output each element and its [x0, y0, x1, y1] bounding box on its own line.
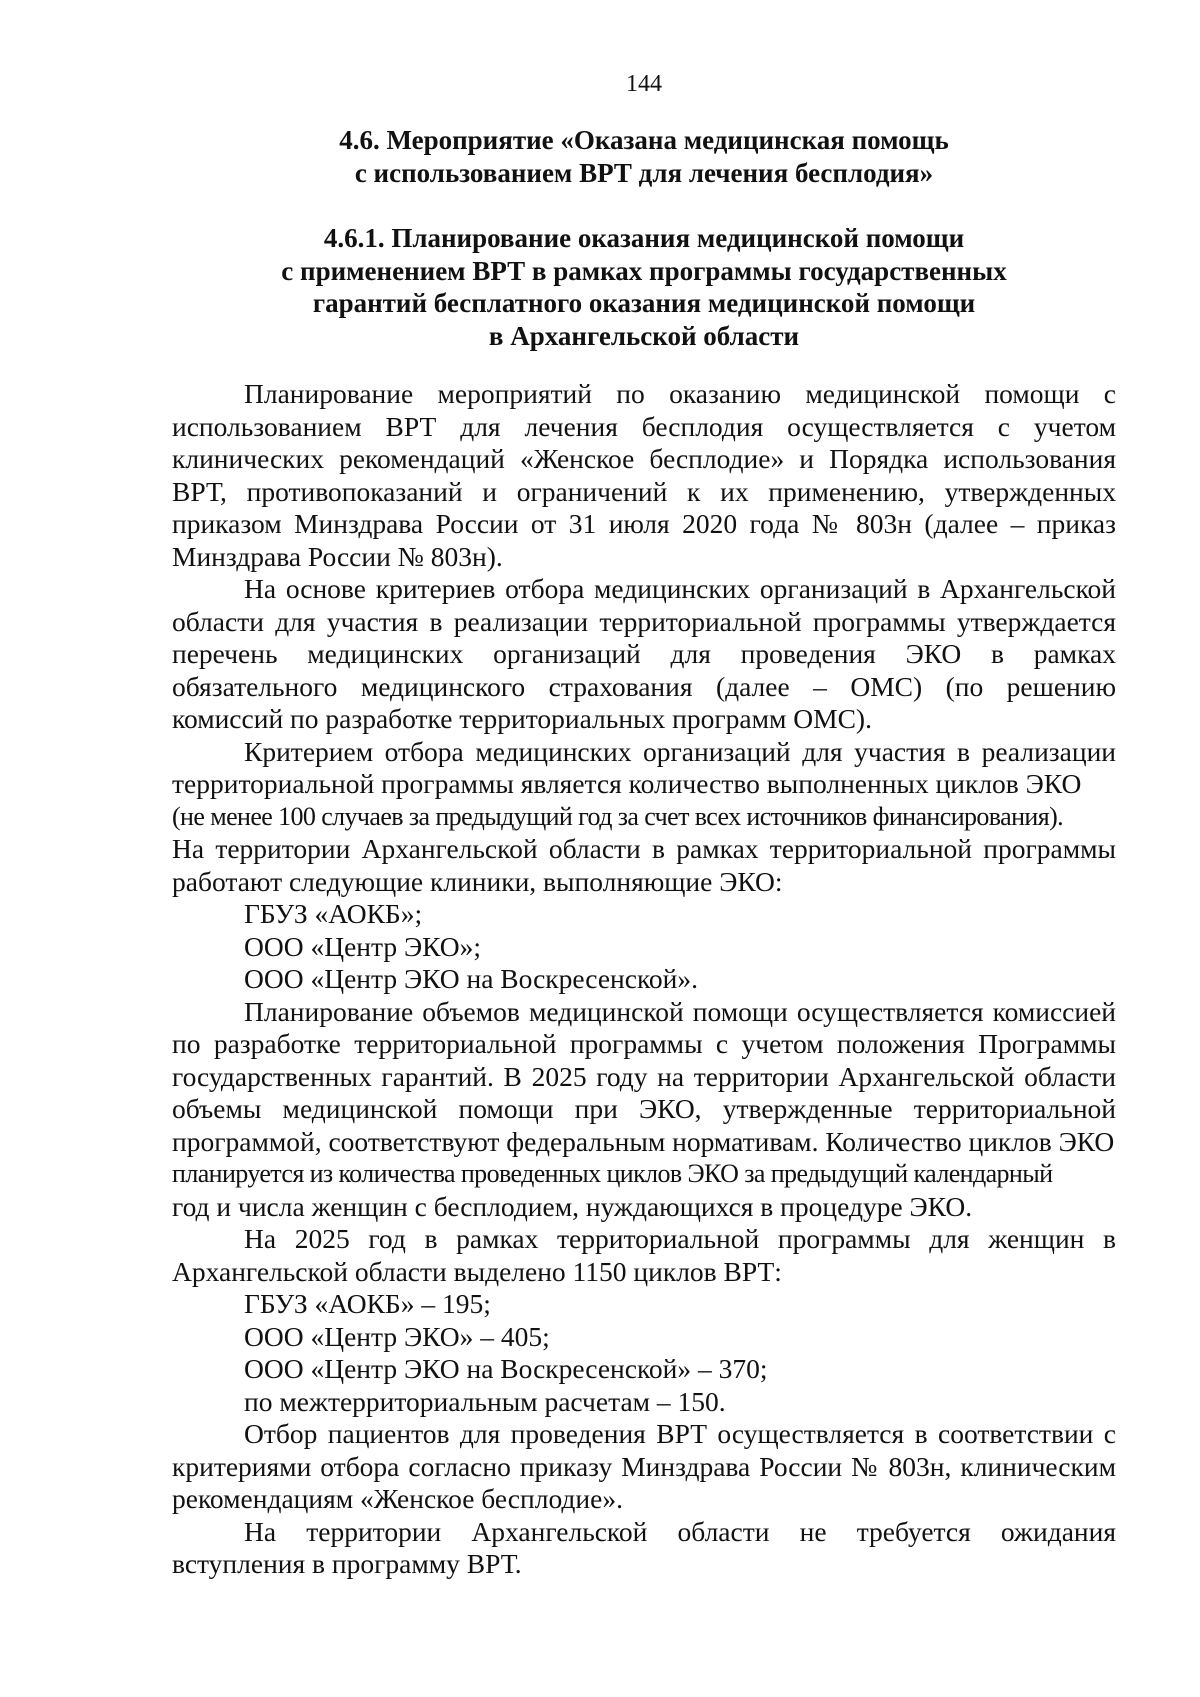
list-item: по межтерриториальным расчетам – 150.	[244, 1385, 726, 1417]
allocations-list	[172, 1288, 1116, 1418]
section-title-line: 4.6. Мероприятие «Оказана медицинская помощь	[339, 125, 949, 155]
list-item: ГБУЗ «АОКБ»;	[244, 898, 423, 929]
body-text	[172, 378, 1116, 1581]
paragraph: Критерием отбора медицинских организаций для участия в реализации территориальной программы является количество выполненных циклов ЭКО	[172, 735, 1116, 799]
subsection-title-line: в Архангельской области	[488, 320, 800, 351]
subsection-title-line: 4.6.1. Планирование оказания медицинской помощи	[323, 223, 965, 253]
section-title-line: с использованием ВРТ для лечения бесплодия»	[354, 158, 934, 188]
paragraph: планируется из количества проведенных циклов ЭКО за предыдущий календарный	[172, 1159, 1053, 1188]
subsection-title	[172, 222, 1116, 352]
paragraph: (не менее 100 случаев за предыдущий год за счет всех источников финансирования).	[172, 801, 1064, 831]
clinics-list	[172, 898, 1116, 996]
paragraph: Планирование мероприятий по оказанию медицинской помощи с использованием ВРТ для лечения бесплодия осуществляется с учетом клинических рекомендаций «Женское бесплодие» и Порядка использования ВРТ, противопоказаний и ограничений к их применению, утвержденных приказом Минздрава России от 31 июля 2020 года № 803н (далее – приказ Минздрава России № 803н).	[172, 378, 1116, 572]
list-item: ООО «Центр ЭКО» – 405;	[244, 1320, 550, 1352]
paragraph: На основе критериев отбора медицинских организаций в Архангельской области для участия в реализации территориальной программы утверждается перечень медицинских организаций для проведения ЭКО в рамках обязательного медицинского страхования (далее – ОМС) (по решению комиссий по разработке территориальных программ ОМС).	[172, 573, 1116, 734]
paragraph: Отбор пациентов для проведения ВРТ осуществляется в соответствии с критериями отбора согласно приказу Минздрава России № 803н, клиническим рекомендациям «Женское бесплодие».	[172, 1418, 1116, 1514]
list-item: ГБУЗ «АОКБ» – 195;	[244, 1288, 491, 1319]
subsection-title-line: с применением ВРТ в рамках программы государственных	[281, 255, 1007, 286]
paragraph: На 2025 год в рамках территориальной программы для женщин в Архангельской области выделено 1150 циклов ВРТ:	[172, 1223, 1116, 1287]
section-title	[172, 124, 1116, 190]
subsection-title-line: гарантий бесплатного оказания медицинской помощи	[312, 288, 976, 318]
list-item: ООО «Центр ЭКО на Воскресенской» – 370;	[244, 1353, 768, 1384]
paragraph: На территории Архангельской области не требуется ожидания вступления в программу ВРТ.	[172, 1515, 1116, 1579]
list-item: ООО «Центр ЭКО на Воскресенской».	[244, 963, 699, 994]
list-item: ООО «Центр ЭКО»;	[244, 930, 482, 962]
paragraph: На территории Архангельской области в рамках территориальной программы работают следующие клиники, выполняющие ЭКО:	[172, 833, 1116, 897]
paragraph: год и числа женщин с бесплодием, нуждающихся в процедуре ЭКО.	[172, 1190, 973, 1222]
paragraph: Планирование объемов медицинской помощи осуществляется комиссией по разработке территориальной программы с учетом положения Программы государственных гарантий. В 2025 году на территории Архангельской области объемы медицинской помощи при ЭКО, утвержденные территориальной программой, соответствуют федеральным нормативам. Количество циклов ЭКО	[172, 995, 1116, 1157]
page-number: 144	[626, 71, 662, 97]
